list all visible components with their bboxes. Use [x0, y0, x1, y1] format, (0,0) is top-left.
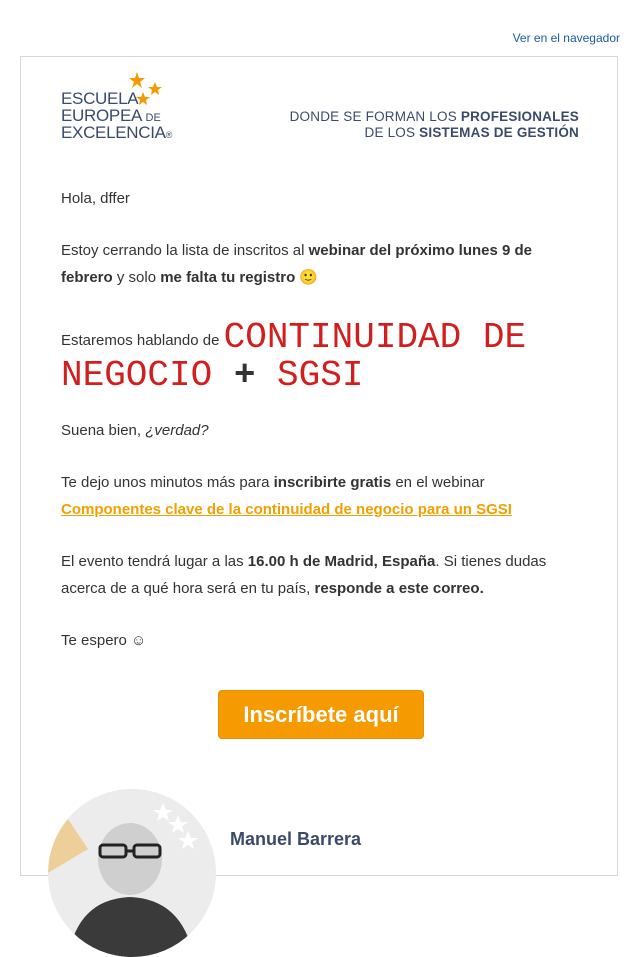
email-card — [20, 56, 618, 876]
paragraph-invite: Te dejo unos minutos más para inscribirte gratis en el webinar Componentes clave de la continuidad de negocio para un SGSI — [61, 474, 512, 518]
webinar-link[interactable]: Componentes clave de la continuidad de negocio para un SGSI — [61, 500, 512, 518]
paragraph-closing: Te espero ☺ — [61, 632, 147, 649]
paragraph-sounds-good: Suena bien, ¿verdad? — [61, 422, 209, 439]
logo-line-3: EXCELENCIA® — [61, 123, 173, 142]
signature-name: Manuel Barrera — [230, 829, 362, 849]
greeting: Hola, dffer — [61, 190, 130, 207]
school-logo — [61, 71, 191, 141]
paragraph-registration: Estoy cerrando la lista de inscritos al webinar del próximo lunes 9 de febrero y solo me falta tu registro 🙂 — [61, 242, 533, 286]
topic-headline: CONTINUIDAD DE NEGOCIO + SGSI — [61, 317, 527, 396]
email-header — [21, 57, 619, 157]
register-button[interactable]: Inscríbete aquí — [218, 690, 424, 739]
avatar — [48, 789, 216, 957]
view-in-browser-link[interactable]: Ver en el navegador — [512, 31, 620, 45]
slogan: DONDE SE FORMAN LOS PROFESIONALES DE LOS SISTEMAS DE GESTIÓN — [289, 109, 579, 140]
paragraph-topic: Estaremos hablando de CONTINUIDAD DE NEGOCIO + SGSI — [61, 317, 527, 396]
paragraph-event-time: El evento tendrá lugar a las 16.00 h de Madrid, España. Si tienes dudas acerca de a qué hora será en tu país, responde a este correo. — [61, 553, 547, 597]
avatar-portrait-icon — [48, 789, 216, 957]
logo-line-2: EUROPEA DE — [61, 106, 161, 125]
logo-line-1: ESCUELA — [61, 89, 139, 108]
